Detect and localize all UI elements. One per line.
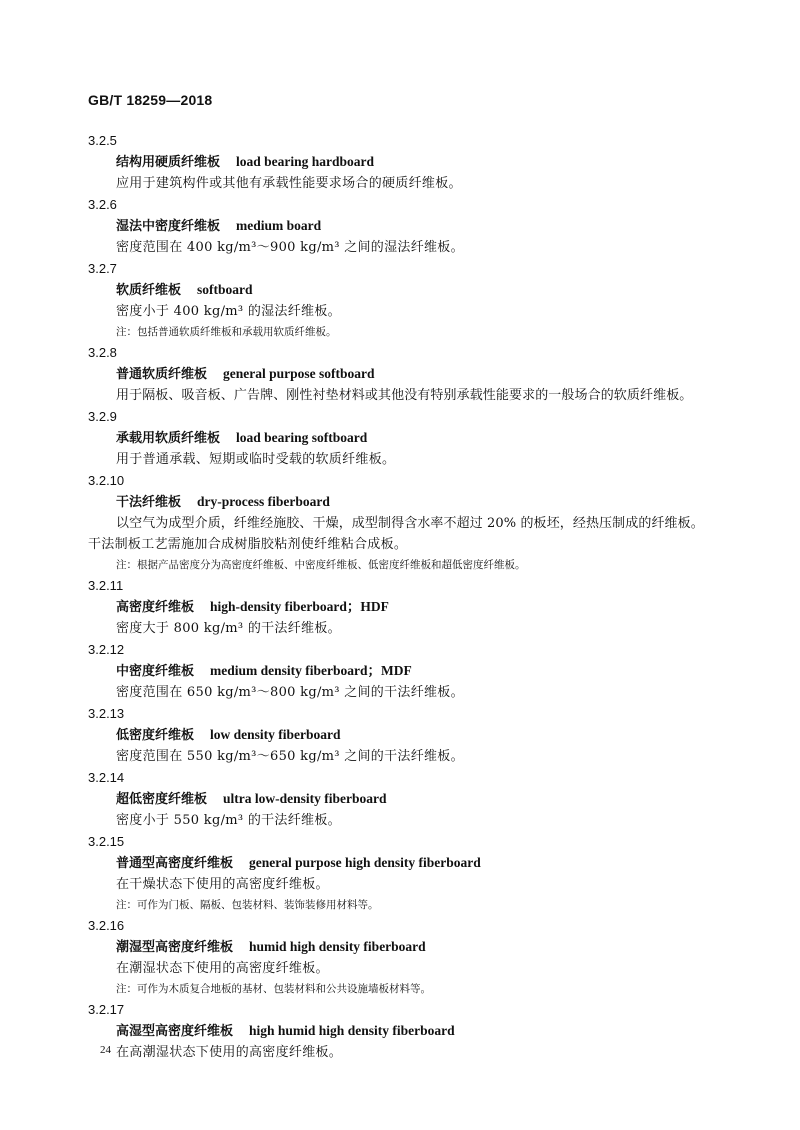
entry-definition: 在干燥状态下使用的高密度纤维板。 (116, 877, 329, 892)
term-chinese: 软质纤维板 (116, 283, 182, 298)
term-entry-3-2-9 (88, 406, 728, 470)
term-english: high humid high density fiberboard (249, 1023, 455, 1038)
term-entry-3-2-17 (88, 999, 728, 1063)
term-chinese: 湿法中密度纤维板 (116, 219, 221, 234)
term-english: general purpose high density fiberboard (249, 855, 481, 870)
term-chinese: 高密度纤维板 (116, 600, 195, 615)
entry-definition: 应用于建筑构件或其他有承载性能要求场合的硬质纤维板。 (116, 176, 462, 191)
entry-number: 3.2.17 (88, 1002, 125, 1017)
term-chinese: 普通软质纤维板 (116, 367, 208, 382)
entry-number: 3.2.5 (88, 133, 117, 148)
term-english: dry-process fiberboard (197, 494, 330, 509)
term-chinese: 干法纤维板 (116, 495, 182, 510)
entry-term (88, 1020, 728, 1042)
term-chinese: 超低密度纤维板 (116, 792, 208, 807)
term-chinese: 中密度纤维板 (116, 664, 195, 679)
entry-term (88, 363, 728, 385)
entry-term (88, 788, 728, 810)
term-chinese: 高湿型高密度纤维板 (116, 1024, 234, 1039)
term-english: load bearing softboard (236, 430, 368, 445)
entry-term (88, 936, 728, 958)
entry-definition: 用于普通承载、短期或临时受载的软质纤维板。 (116, 452, 396, 467)
term-entry-3-2-16 (88, 915, 728, 999)
term-english: medium board (236, 218, 322, 233)
term-english: load bearing hardboard (236, 154, 375, 169)
term-entry-3-2-7 (88, 258, 728, 342)
term-entries (88, 130, 728, 1063)
term-entry-3-2-6 (88, 194, 728, 258)
entry-note: 注：可作为门板、隔板、包装材料、装饰装修用材料等。 (116, 899, 379, 911)
term-entry-3-2-13 (88, 703, 728, 767)
entry-definition: 密度范围在 650 kg/m³～800 kg/m³ 之间的干法纤维板。 (116, 685, 464, 700)
term-english: high-density fiberboard；HDF (210, 599, 389, 614)
entry-term (88, 151, 728, 173)
entry-number: 3.2.9 (88, 409, 117, 424)
entry-number: 3.2.13 (88, 706, 125, 721)
term-chinese: 潮湿型高密度纤维板 (116, 940, 234, 955)
entry-term (88, 279, 728, 301)
entry-term (88, 596, 728, 618)
entry-number: 3.2.11 (88, 578, 124, 593)
term-chinese: 承载用软质纤维板 (116, 431, 221, 446)
term-entry-3-2-14 (88, 767, 728, 831)
term-english: low density fiberboard (210, 727, 341, 742)
term-entry-3-2-11 (88, 575, 728, 639)
entry-definition: 在潮湿状态下使用的高密度纤维板。 (116, 961, 329, 976)
entry-number: 3.2.7 (88, 261, 117, 276)
entry-term (88, 724, 728, 746)
entry-term (88, 660, 728, 682)
entry-definition: 用于隔板、吸音板、广告牌、刚性衬垫材料或其他没有特别承载性能要求的一般场合的软质纤维板。 (116, 388, 693, 403)
term-english: softboard (197, 282, 253, 297)
entry-number: 3.2.8 (88, 345, 117, 360)
term-chinese: 低密度纤维板 (116, 728, 195, 743)
entry-note: 注：包括普通软质纤维板和承载用软质纤维板。 (116, 326, 337, 338)
entry-number: 3.2.12 (88, 642, 125, 657)
entry-definition: 密度小于 550 kg/m³ 的干法纤维板。 (116, 813, 341, 828)
term-entry-3-2-10 (88, 470, 728, 575)
entry-note: 注：可作为木质复合地板的基材、包装材料和公共设施墙板材料等。 (116, 983, 431, 995)
entry-number: 3.2.16 (88, 918, 125, 933)
entry-note: 注：根据产品密度分为高密度纤维板、中密度纤维板、低密度纤维板和超低密度纤维板。 (116, 559, 526, 571)
entry-number: 3.2.14 (88, 770, 125, 785)
term-chinese: 结构用硬质纤维板 (116, 155, 221, 170)
entry-definition-continued: 干法制板工艺需施加合成树脂胶粘剂使纤维粘合成板。 (88, 537, 408, 552)
term-english: ultra low-density fiberboard (223, 791, 387, 806)
term-entry-3-2-15 (88, 831, 728, 915)
entry-term (88, 215, 728, 237)
term-chinese: 普通型高密度纤维板 (116, 856, 234, 871)
entry-number: 3.2.10 (88, 473, 125, 488)
term-entry-3-2-8 (88, 342, 728, 406)
entry-definition: 密度小于 400 kg/m³ 的湿法纤维板。 (116, 304, 341, 319)
page-number: 24 (100, 1044, 111, 1056)
term-english: humid high density fiberboard (249, 939, 426, 954)
entry-term (88, 852, 728, 874)
entry-term (88, 427, 728, 449)
entry-definition: 密度大于 800 kg/m³ 的干法纤维板。 (116, 621, 341, 636)
standard-code-header: GB/T 18259—2018 (88, 92, 213, 108)
term-entry-3-2-12 (88, 639, 728, 703)
term-entry-3-2-5 (88, 130, 728, 194)
entry-definition: 以空气为成型介质，纤维经施胶、干燥，成型制得含水率不超过 20% 的板坯，经热压制成的纤维板。 (116, 516, 704, 531)
entry-definition: 在高潮湿状态下使用的高密度纤维板。 (116, 1045, 343, 1060)
entry-number: 3.2.15 (88, 834, 125, 849)
term-english: medium density fiberboard；MDF (210, 663, 412, 678)
term-english: general purpose softboard (223, 366, 375, 381)
entry-number: 3.2.6 (88, 197, 117, 212)
entry-term (88, 491, 728, 513)
entry-definition: 密度范围在 400 kg/m³～900 kg/m³ 之间的湿法纤维板。 (116, 240, 464, 255)
entry-definition: 密度范围在 550 kg/m³～650 kg/m³ 之间的干法纤维板。 (116, 749, 464, 764)
